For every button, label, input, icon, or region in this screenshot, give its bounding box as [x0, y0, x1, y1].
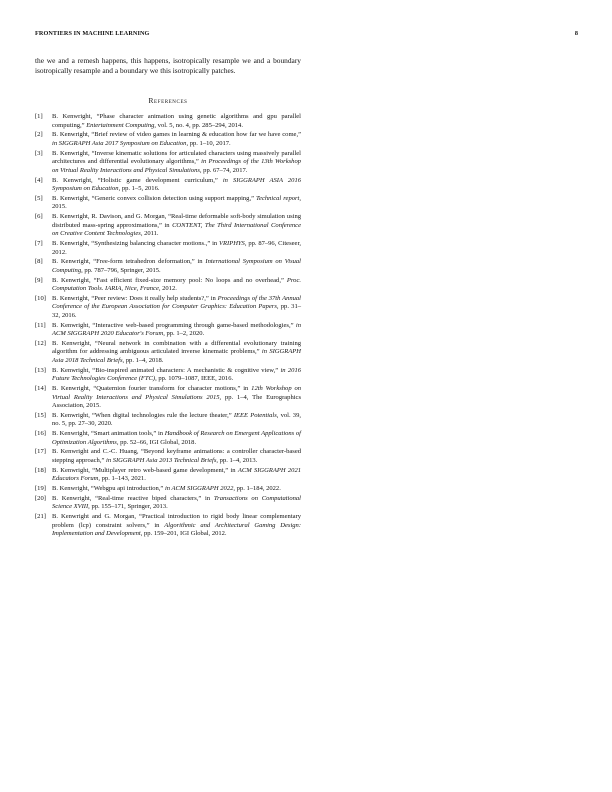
reference-text: [52, 485, 301, 494]
reference-number: [3]: [35, 149, 43, 157]
reference-venue: in SIGGRAPH Asia 2017 Symposium on Education: [52, 140, 187, 148]
reference-authors-title: B. Kenwright, “Bio-inspired animated characters: A mechanistic & cognitive view,”: [52, 366, 281, 374]
reference-item: [35, 113, 301, 130]
reference-authors-title: B. Kenwright, “Interactive web-based programming through game-based methodologies,”: [52, 321, 296, 329]
body-paragraph: the we and a remesh happens, this happens, isotropically resample we and a boundary isotropically resample and a boundary we this isotropically patches.: [35, 56, 301, 75]
reference-number: [2]: [35, 131, 43, 139]
reference-item: [35, 513, 301, 539]
reference-item: [35, 131, 301, 148]
reference-item: [35, 448, 301, 465]
reference-text: [52, 150, 301, 176]
reference-authors-title: B. Kenwright, “Free-form tetrahedron deformation,” in: [52, 258, 206, 266]
reference-text: [52, 113, 301, 130]
reference-text: [52, 340, 301, 366]
reference-venue: Proceedings of the 37th Annual Conference of the European Association for Computer Graphics: Education Papers: [52, 294, 301, 311]
reference-number: [18]: [35, 466, 46, 474]
reference-details: , pp. 1–5, 2016.: [118, 185, 160, 193]
reference-authors-title: B. Kenwright, “Fast efficient fixed-size memory pool: No loops and no overhead,”: [52, 276, 287, 284]
reference-authors-title: B. Kenwright, “Quaternion fourier transform for character motions,” in: [52, 385, 252, 393]
reference-number: [8]: [35, 258, 43, 266]
reference-venue: Technical report: [256, 194, 300, 202]
reference-number: [13]: [35, 366, 46, 374]
reference-details: , pp. 787–796, Springer, 2015.: [81, 266, 161, 274]
reference-text: [52, 322, 301, 339]
reference-venue: in SIGGRAPH ASIA 2016 Symposium on Education: [52, 176, 302, 193]
reference-details: , vol. 39, no. 5, pp. 27–30, 2020.: [52, 411, 301, 428]
reference-number: [4]: [35, 176, 43, 184]
reference-venue: IEEE Potentials: [233, 411, 277, 419]
reference-authors-title: B. Kenwright and C.-C. Huang, “Beyond keyframe animations: a controller character-based stepping approach,”: [52, 448, 301, 464]
reference-details: , pp. 52–66, IGI Global, 2018.: [116, 438, 197, 446]
reference-authors-title: B. Kenwright, “Multiplayer retro web-based game development,” in: [52, 466, 238, 474]
reference-details: , vol. 5, no. 4, pp. 285–294, 2014.: [154, 121, 243, 129]
reference-authors-title: B. Kenwright, “Real-time reactive biped characters,” in: [52, 494, 214, 502]
reference-number: [7]: [35, 239, 43, 247]
reference-venue: in SIGGRAPH Asia 2013 Technical Briefs: [106, 456, 217, 464]
running-title: FRONTIERS IN MACHINE LEARNING: [35, 30, 150, 37]
reference-item: [35, 495, 301, 512]
reference-list: [35, 113, 301, 538]
reference-item: [35, 177, 301, 194]
reference-number: [12]: [35, 339, 46, 347]
reference-item: [35, 277, 301, 294]
reference-number: [10]: [35, 294, 46, 302]
reference-authors-title: B. Kenwright, “Brief review of video games in learning & education how far we have come,”: [52, 131, 301, 139]
reference-authors-title: B. Kenwright and G. Morgan, “Practical introduction to rigid body linear complementary problem (lcp) constraint solvers,” in: [52, 513, 301, 529]
reference-details: , pp. 1–4, 2018.: [122, 357, 164, 365]
reference-text: [52, 277, 301, 294]
reference-item: [35, 485, 301, 494]
reference-item: [35, 213, 301, 239]
reference-venue: in SIGGRAPH Asia 2018 Technical Briefs: [52, 348, 301, 365]
reference-item: [35, 412, 301, 429]
reference-authors-title: B. Kenwright, “Synthesizing balancing character motions.,” in: [52, 239, 220, 247]
reference-venue: Proc. Computation Tools. IARIA, Nice, France: [52, 276, 301, 293]
reference-details: , pp. 1–4, 2013.: [216, 456, 258, 464]
references-heading: References: [148, 96, 188, 106]
reference-venue: International Symposium on Visual Computing: [52, 258, 301, 274]
reference-number: [15]: [35, 411, 46, 419]
reference-text: [52, 213, 301, 239]
reference-details: , pp. 1–4, The Eurographics Association, 2015.: [52, 393, 301, 410]
reference-text: [52, 240, 301, 257]
reference-venue: CONTENT, The Third International Conference on Creative Content Technologies: [52, 221, 301, 238]
reference-authors-title: B. Kenwright, “Webgpu api introduction,”: [52, 484, 165, 492]
reference-details: , pp. 1–143, 2021.: [98, 475, 146, 483]
reference-item: [35, 295, 301, 321]
reference-authors-title: B. Kenwright, “When digital technologies rule the lecture theater,”: [52, 411, 234, 419]
reference-venue: in ACM SIGGRAPH 2022: [164, 484, 234, 492]
reference-venue: in ACM SIGGRAPH 2020 Educator's Forum: [52, 321, 301, 338]
reference-venue: Algorithmic and Architectural Gaming Design: Implementation and Development: [52, 521, 302, 538]
reference-text: [52, 513, 301, 539]
reference-authors-title: B. Kenwright, “Generic convex collision detection using support mapping,”: [52, 194, 257, 202]
reference-item: [35, 150, 301, 176]
reference-item: [35, 195, 301, 212]
reference-text: [52, 258, 301, 275]
reference-authors-title: B. Kenwright, “Neural network in combination with a differential evolutionary training algorithm for addressing ambiguous articulated inverse kinematic problems,”: [52, 339, 301, 356]
reference-details: , 2011.: [140, 230, 159, 238]
reference-number: [9]: [35, 276, 43, 284]
reference-number: [5]: [35, 194, 43, 202]
reference-details: , pp. 31–32, 2016.: [52, 303, 301, 319]
reference-item: [35, 322, 301, 339]
reference-text: [52, 195, 301, 212]
reference-authors-title: B. Kenwright, “Smart animation tools,” in: [52, 430, 165, 438]
reference-authors-title: B. Kenwright, “Phase character animation using genetic algorithms and gpu parallel computing,”: [52, 113, 301, 129]
reference-authors-title: B. Kenwright, “Inverse kinematic solutions for articulated characters using massively parallel architectures and differential evolutionary algorithms,”: [52, 149, 301, 166]
reference-details: , 2012.: [158, 285, 177, 293]
reference-venue: Entertainment Computing: [86, 121, 155, 129]
reference-text: [52, 367, 301, 384]
reference-text: [52, 177, 301, 194]
reference-text: [52, 295, 301, 321]
reference-item: [35, 467, 301, 484]
reference-item: [35, 240, 301, 257]
reference-venue: VRIPHYS: [219, 239, 245, 247]
page-number: 8: [574, 30, 578, 37]
reference-number: [21]: [35, 513, 46, 520]
reference-details: , pp. 155–171, Springer, 2013.: [88, 503, 168, 511]
reference-item: [35, 258, 301, 275]
reference-number: [16]: [35, 430, 46, 438]
reference-authors-title: B. Kenwright, R. Davison, and G. Morgan, “Real-time deformable soft-body simulation using distributed mass-spring approximations,” in: [52, 213, 301, 229]
reference-item: [35, 340, 301, 366]
reference-venue: Transactions on Computational Science XVIII: [52, 494, 301, 511]
reference-venue: Handbook of Research on Emergent Applications of Optimization Algorithms: [52, 430, 301, 446]
left-column: [35, 56, 301, 540]
reference-venue: in 2016 Future Technologies Conference (FTC): [52, 366, 301, 383]
reference-number: [17]: [35, 448, 46, 456]
reference-authors-title: B. Kenwright, “Peer review: Does it really help students?,” in: [52, 294, 218, 302]
reference-text: [52, 412, 301, 429]
reference-details: , pp. 87–96, Citeseer, 2012.: [52, 239, 301, 256]
reference-item: [35, 430, 301, 447]
page-header: [35, 30, 578, 40]
reference-details: , pp. 67–74, 2017.: [199, 166, 248, 174]
reference-text: [52, 448, 301, 465]
reference-details: , pp. 1079–1087, IEEE, 2016.: [155, 375, 234, 383]
reference-number: [14]: [35, 385, 46, 393]
reference-details: , pp. 1–2, 2020.: [163, 330, 205, 338]
reference-venue: ACM SIGGRAPH 2021 Educators Forum: [52, 466, 301, 483]
reference-number: [20]: [35, 494, 46, 502]
reference-text: [52, 495, 301, 512]
reference-number: [19]: [35, 484, 46, 492]
reference-venue: in Proceedings of the 13th Workshop on Virtual Reality Interactions and Physical Simulations: [52, 158, 301, 174]
reference-authors-title: B. Kenwright, “Holistic game development curriculum,”: [52, 176, 223, 184]
reference-text: [52, 131, 301, 148]
reference-details: , 2015.: [52, 194, 301, 211]
reference-item: [35, 367, 301, 384]
reference-text: [52, 385, 301, 411]
reference-text: [52, 430, 301, 447]
reference-number: [1]: [35, 113, 43, 121]
reference-details: , pp. 1–184, 2022.: [233, 484, 281, 492]
reference-number: [11]: [35, 321, 46, 329]
reference-number: [6]: [35, 213, 43, 221]
reference-details: , pp. 1–10, 2017.: [186, 140, 231, 148]
reference-item: [35, 385, 301, 411]
reference-venue: 12th Workshop on Virtual Reality Interactions and Physical Simulations 2015: [52, 385, 301, 401]
reference-details: , pp. 159–201, IGI Global, 2012.: [140, 530, 227, 538]
reference-text: [52, 467, 301, 484]
